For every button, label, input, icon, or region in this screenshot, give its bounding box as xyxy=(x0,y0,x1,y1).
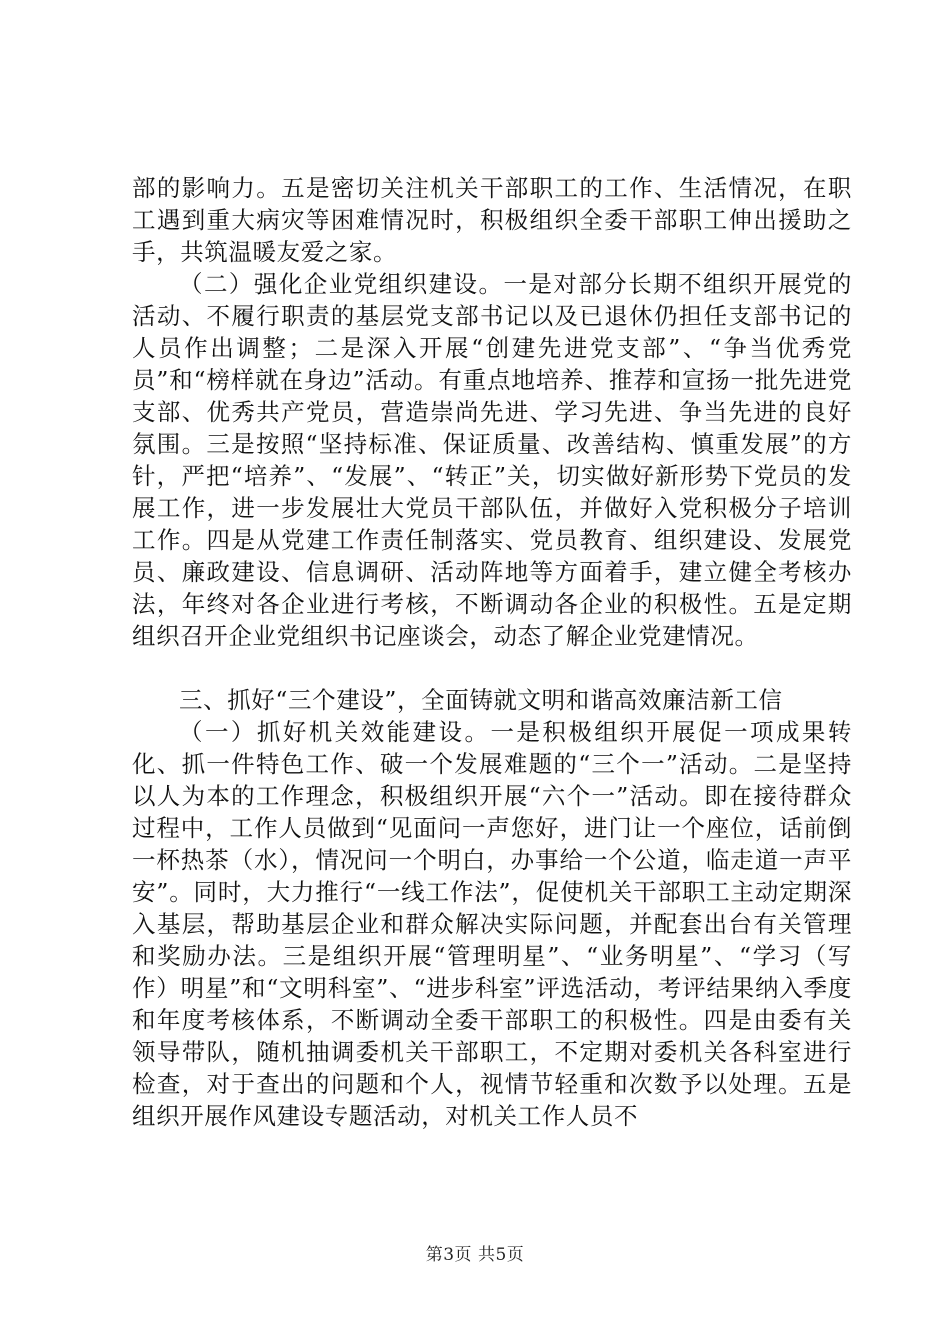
document-body xyxy=(132,172,852,1132)
paragraph-efficiency-building: （一）抓好机关效能建设。一是积极组织开展促一项成果转化、抓一件特色工作、破一个发展难题的“三个一”活动。二是坚持以人为本的工作理念，积极组织开展“六个一”活动。即在接待群众过程中，工作人员做到“见面问一声您好，进门让一个座位，话前倒一杯热茶（水），情况问一个明白，办事给一个公道，临走道一声平安”。同时，大力推行“一线工作法”，促使机关干部职工主动定期深入基层，帮助基层企业和群众解决实际问题，并配套出台有关管理和奖励办法。三是组织开展“管理明星”、“业务明星”、“学习（写作）明星”和“文明科室”、“进步科室”评选活动，考评结果纳入季度和年度考核体系，不断调动全委干部职工的积极性。四是由委有关领导带队，随机抽调委机关干部职工，不定期对委机关各科室进行检查，对于查出的问题和个人，视情节轻重和次数予以处理。五是组织开展作风建设专题活动，对机关工作人员不 xyxy=(132,718,852,1130)
paragraph-continuation: 部的影响力。五是密切关注机关干部职工的工作、生活情况，在职工遇到重大病灾等困难情况时，积极组织全委干部职工伸出援助之手，共筑温暖友爱之家。 xyxy=(132,174,852,266)
page-footer: 第3页 共5页 xyxy=(425,1245,525,1265)
paragraph-party-organization: （二）强化企业党组织建设。一是对部分长期不组织开展党的活动、不履行职责的基层党支部书记以及已退休仍担任支部书记的人员作出调整；二是深入开展“创建先进党支部”、“争当优秀党员”和“榜样就在身边”活动。有重点地培养、推荐和宣扬一批先进党支部、优秀共产党员，营造崇尚先进、学习先进、争当先进的良好氛围。三是按照“坚持标准、保证质量、改善结构、慎重发展”的方针，严把“培养”、“发展”、“转正”关，切实做好新形势下党员的发展工作，进一步发展壮大党员干部队伍，并做好入党积极分子培训工作。四是从党建工作责任制落实、党员教育、组织建设、发展党员、廉政建设、信息调研、活动阵地等方面着手，建立健全考核办法，年终对各企业进行考核，不断调动各企业的积极性。五是定期组织召开企业党组织书记座谈会，动态了解企业党建情况。 xyxy=(132,270,852,650)
section-heading: 三、抓好“三个建设”，全面铸就文明和谐高效廉洁新工信 xyxy=(179,686,783,714)
